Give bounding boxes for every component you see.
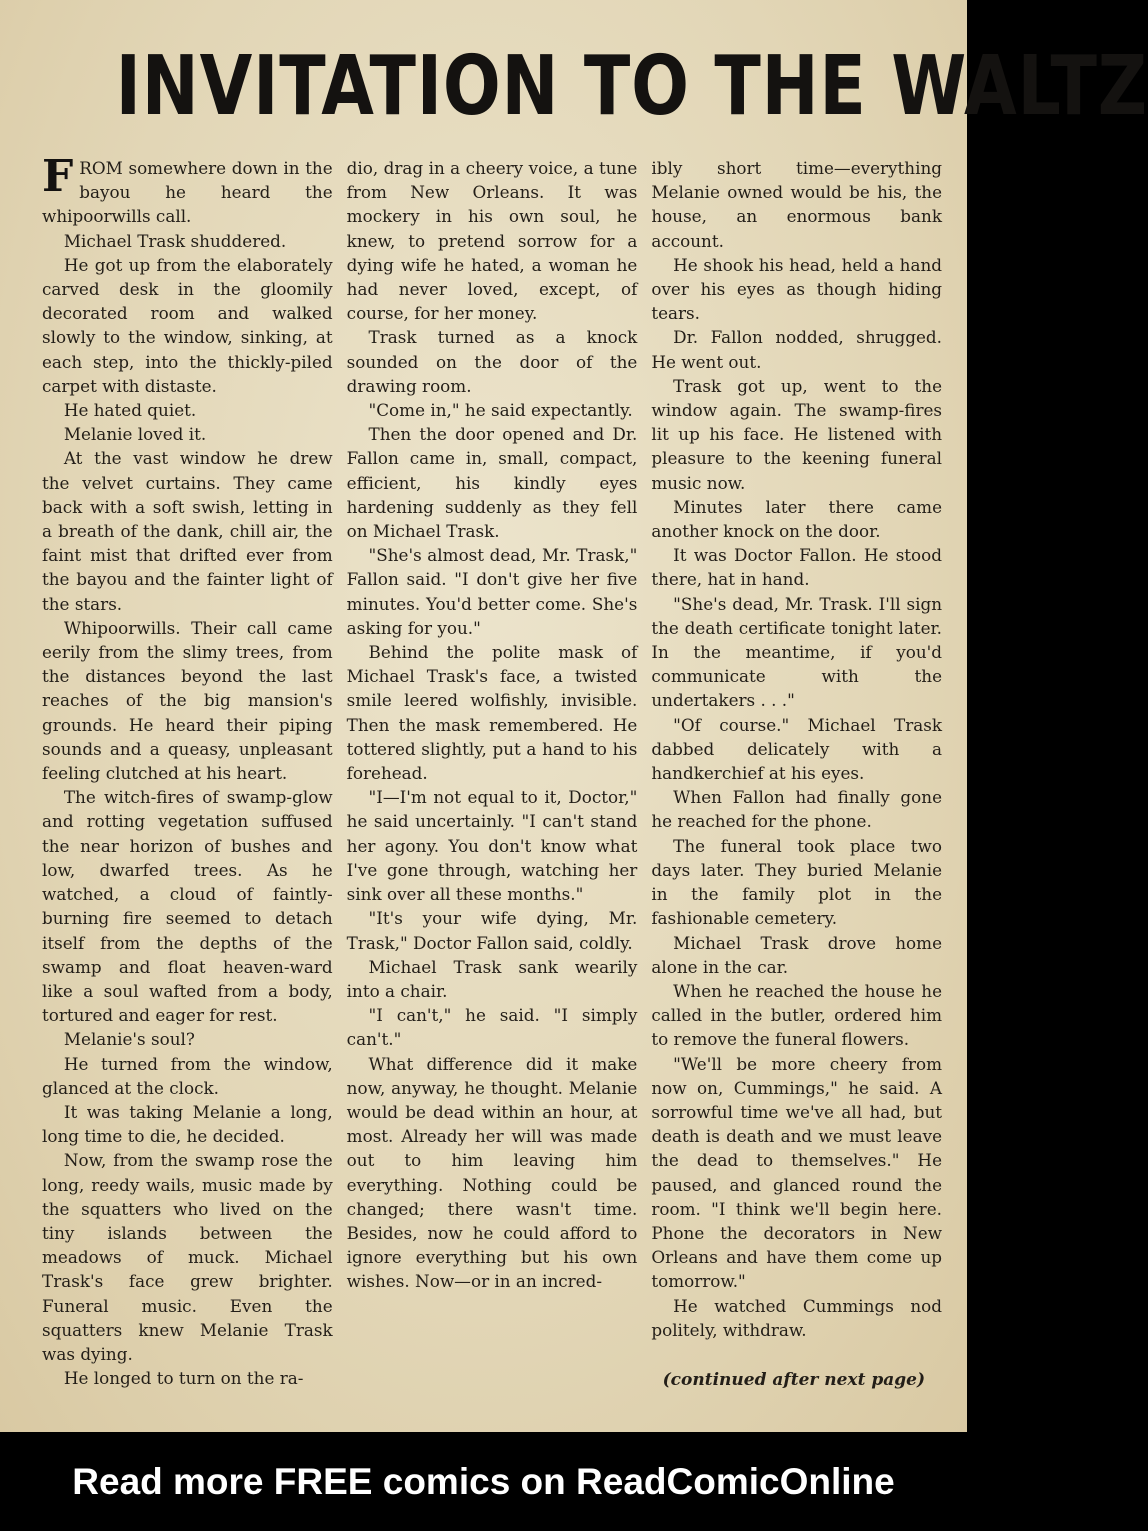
- paragraph: Dr. Fallon nodded, shrugged. He went out.: [651, 327, 943, 372]
- text-column-2: [347, 156, 638, 1361]
- paragraph: [42, 151, 333, 229]
- paragraph: At the vast window he drew the velvet curtains. They came back with a soft swish, letting in a breath of the dank, chill air, the faint mist that drifted ever from the bayou and the fainter light of the stars.: [42, 448, 333, 614]
- paragraph: He got up from the elaborately carved desk in the gloomily decorated room and walked slowly to the window, sinking, at each step, into the thickly-piled carpet with distaste.: [42, 254, 333, 396]
- paragraph: Michael Trask shuddered.: [63, 230, 287, 251]
- paragraph: "It's your wife dying, Mr. Trask," Doctor Fallon said, coldly.: [346, 908, 638, 953]
- paragraph: He hated quiet.: [63, 400, 197, 421]
- paragraph: Behind the polite mask of Michael Trask's face, a twisted smile leered wolfishly, invisible. Then the mask remembered. He tottered slightly, put a hand to his forehead.: [346, 642, 638, 784]
- paragraph: Michael Trask drove home alone in the car.: [651, 932, 943, 977]
- paragraph: "I can't," he said. "I simply can't.": [346, 1005, 638, 1050]
- paragraph-text: ROM somewhere down in the bayou he heard the whipoorwills call.: [42, 158, 333, 227]
- paragraph: Now, from the swamp rose the long, reedy wails, music made by the squatters who lived on the tiny islands between the meadows of muck. Michael Trask's face grew brighter. Funeral music. Even the squatters knew Melanie Trask was dying.: [42, 1150, 333, 1364]
- paragraph: He shook his head, held a hand over his eyes as though hiding tears.: [651, 254, 943, 324]
- paragraph: When Fallon had finally gone he reached for the phone.: [651, 787, 943, 832]
- paragraph: He longed to turn on the ra-: [63, 1368, 304, 1389]
- paragraph: "Come in," he said expectantly.: [368, 400, 633, 421]
- paragraph: Trask got up, went to the window again. The swamp-fires lit up his face. He listened with pleasure to the keening funeral music now.: [651, 375, 943, 493]
- paragraph: When he reached the house he called in the butler, ordered him to remove the funeral flowers.: [651, 980, 943, 1050]
- paragraph: He watched Cummings nod politely, withdraw.: [651, 1295, 943, 1340]
- paragraph: He turned from the window, glanced at the clock.: [42, 1053, 333, 1098]
- paragraph: ibly short time—everything Melanie owned would be his, the house, an enormous bank account.: [651, 158, 943, 251]
- paragraph: What difference did it make now, anyway, he thought. Melanie would be dead within an hour, at most. Already her will was made out to him leaving him everything. Nothing could be changed; there wasn't time. Besides, now he could afford to ignore everything but his own wishes. Now—or in an incred-: [346, 1053, 638, 1292]
- continued-note: (continued after next page): [662, 1370, 925, 1390]
- paragraph: "I—I'm not equal to it, Doctor," he said uncertainly. "I can't stand her agony. You don't know what I've gone through, watching her sink over all these months.": [346, 787, 638, 905]
- paragraph: Michael Trask sank wearily into a chair.: [346, 956, 638, 1001]
- story-title: INVITATION TO THE WALTZ: [115, 39, 1148, 134]
- footer-banner[interactable]: Read more FREE comics on ReadComicOnline: [0, 1432, 967, 1531]
- paragraph: "We'll be more cheery from now on, Cummings," he said. A sorrowful time we've all had, but death is death and we must leave the dead to themselves." He paused, and glanced round the room. "I think we'll begin here. Phone the decorators in New Orleans and have them come up tomorrow.": [651, 1053, 943, 1292]
- paragraph: The witch-fires of swamp-glow and rotting vegetation suffused the near horizon of bushes and low, dwarfed trees. As he watched, a cloud of faintly-burning fire seemed to detach itself from the depths of the swamp and float heaven-ward like a soul wafted from a body, tortured and eager for rest.: [42, 787, 333, 1026]
- paragraph: "She's almost dead, Mr. Trask," Fallon said. "I don't give her five minutes. You'd better come. She's asking for you.": [346, 545, 638, 638]
- paragraph: It was Doctor Fallon. He stood there, hat in hand.: [651, 545, 943, 590]
- paragraph: Melanie's soul?: [63, 1029, 195, 1050]
- paragraph: The funeral took place two days later. They buried Melanie in the family plot in the fashionable cemetery.: [651, 835, 943, 929]
- paragraph: "She's dead, Mr. Trask. I'll sign the death certificate tonight later. In the meantime, if you'd communicate with the undertakers . . .": [651, 593, 943, 711]
- paragraph: Trask turned as a knock sounded on the door of the drawing room.: [346, 327, 638, 396]
- drop-cap: F: [42, 151, 74, 202]
- text-column-1: [42, 151, 333, 1389]
- paragraph: dio, drag in a cheery voice, a tune from New Orleans. It was mockery in his own soul, he knew, to pretend sorrow for a dying wife he hated, a woman he had never loved, except, of course, for her money.: [346, 158, 638, 324]
- paragraph: It was taking Melanie a long, long time to die, he decided.: [42, 1101, 333, 1147]
- paragraph: Melanie loved it.: [63, 424, 207, 445]
- paragraph: Whipoorwills. Their call came eerily from the slimy trees, from the distances beyond the last reaches of the big mansion's grounds. He heard their piping sounds and a queasy, unpleasant feeling clutched at his heart.: [42, 617, 333, 784]
- paragraph: Minutes later there came another knock on the door.: [651, 496, 943, 542]
- paragraph: Then the door opened and Dr. Fallon came in, small, compact, efficient, his kindly eyes hardening suddenly as they fell on Michael Trask.: [346, 424, 638, 542]
- paragraph: "Of course." Michael Trask dabbed delicately with a handkerchief at his eyes.: [651, 714, 943, 784]
- text-column-3: [651, 156, 942, 1361]
